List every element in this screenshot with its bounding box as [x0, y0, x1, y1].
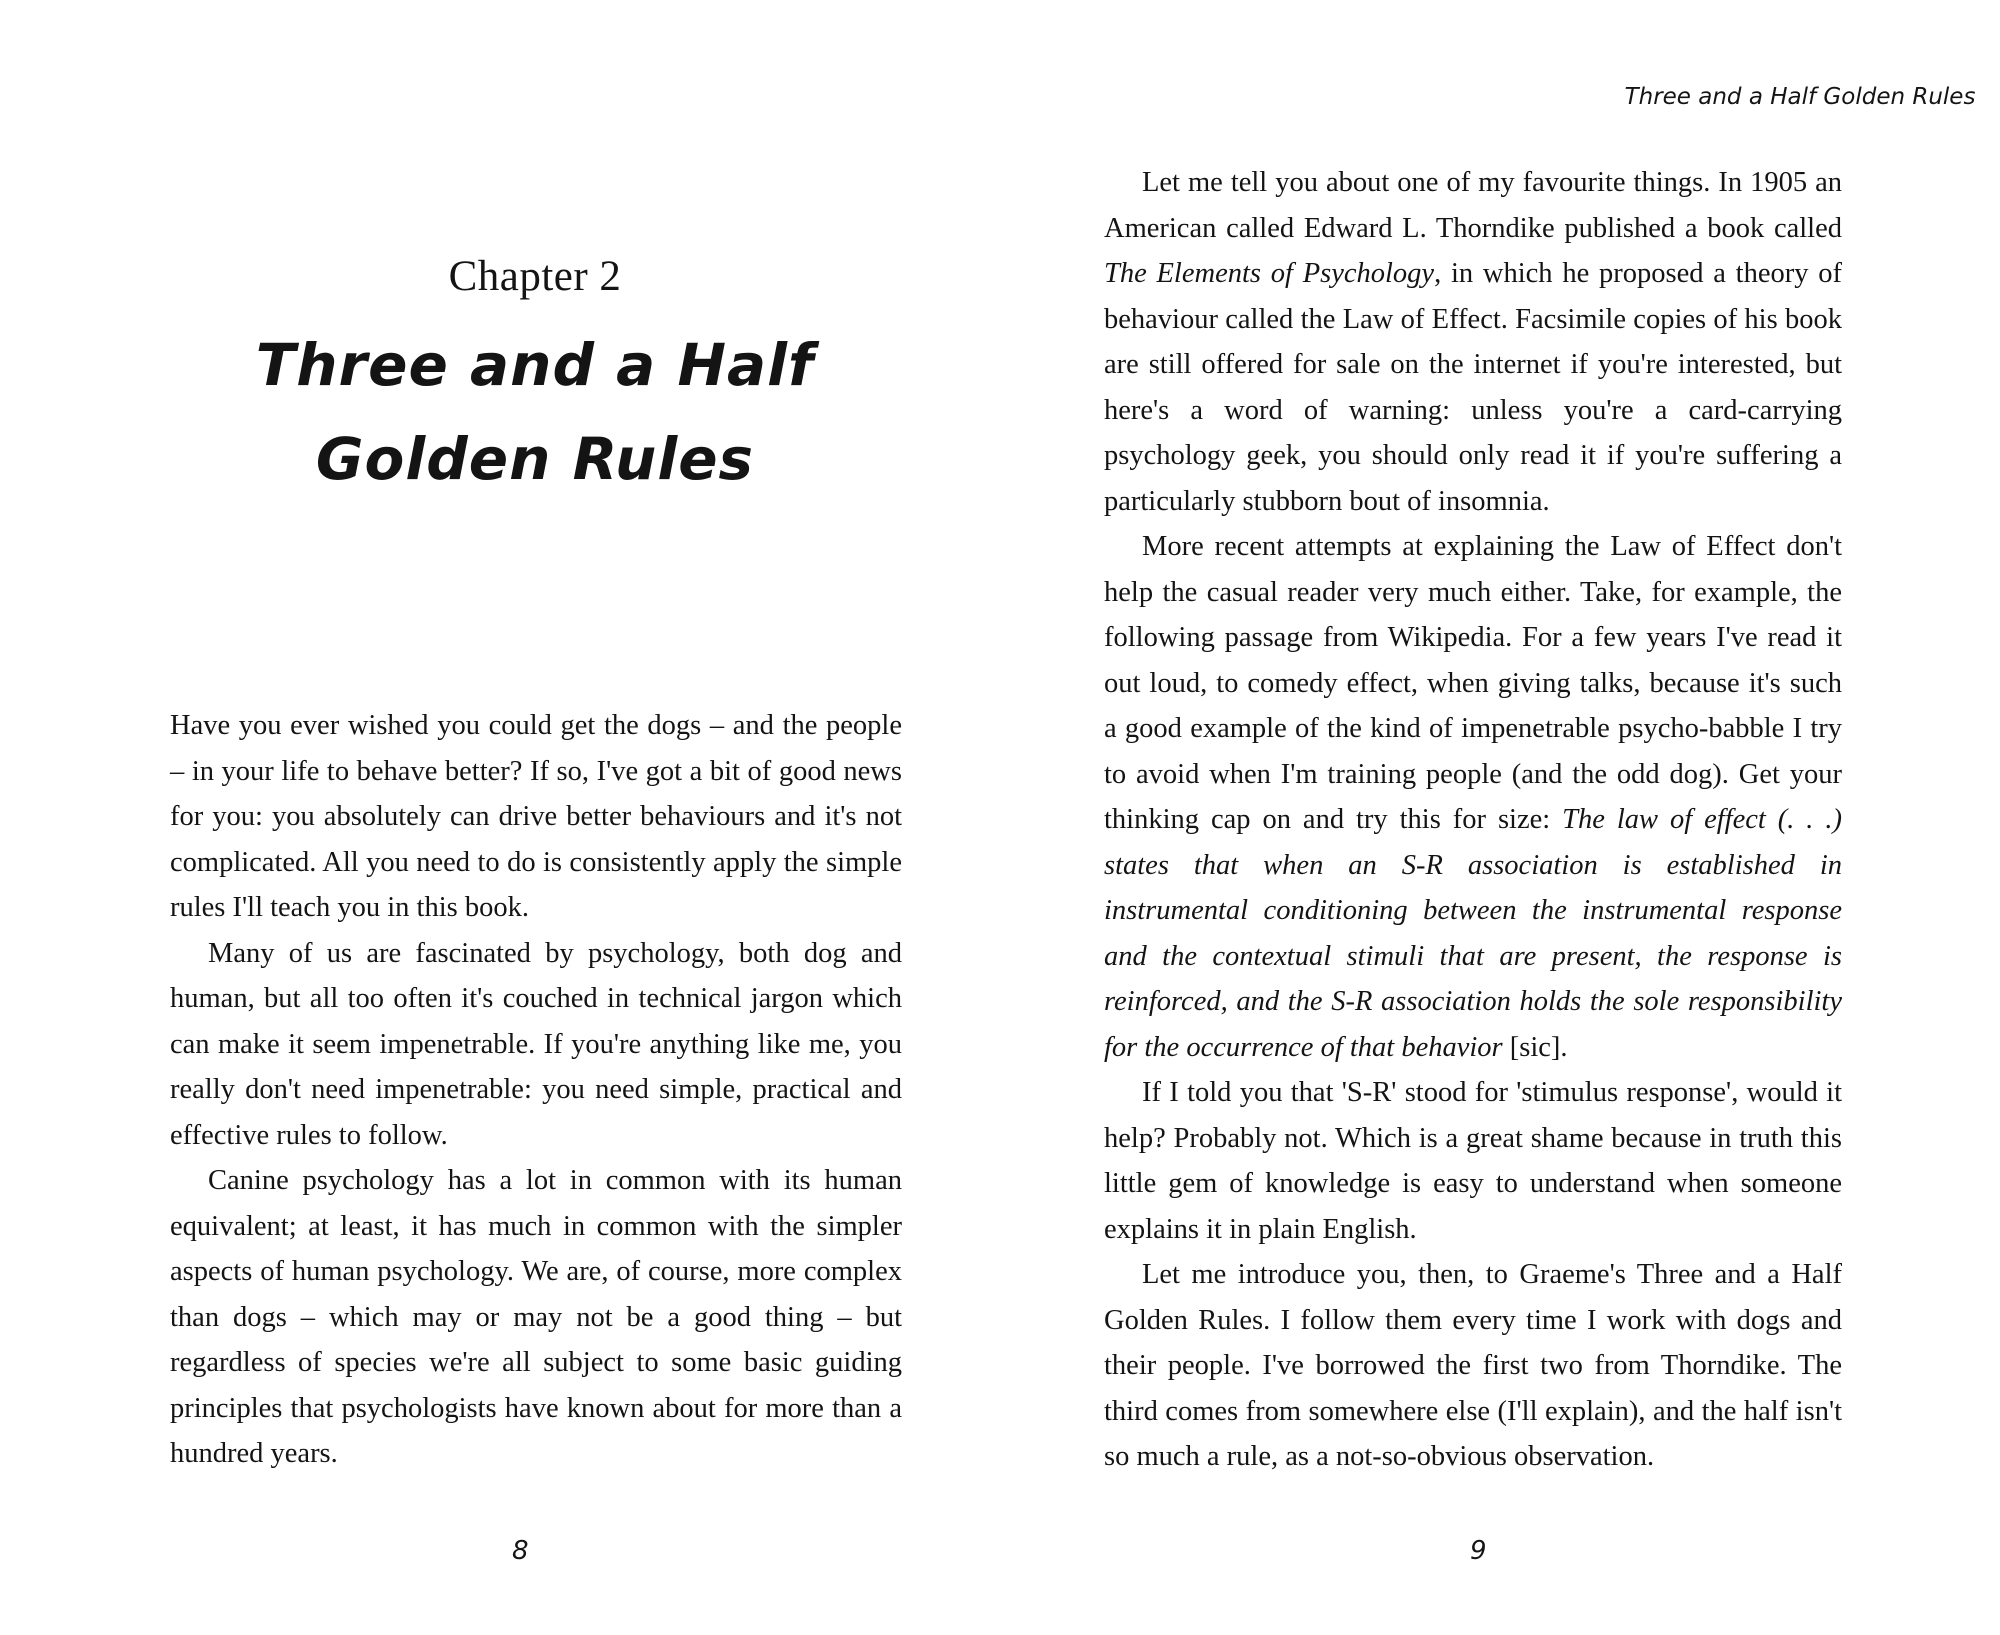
left-paragraph-2: Many of us are fascinated by psychology, both dog and human, but all too often it's couched in technical jargon which can make it seem impenetrable. If you're anything like me, you really don't need impenetrable: you need simple, practical and effective rules to follow.	[170, 937, 902, 1151]
right-paragraph-2	[1104, 524, 1842, 1070]
chapter-label: Chapter 2	[448, 253, 622, 300]
right-paragraph-1-end: , in which he proposed a theory of behaviour called the Law of Effect. Facsimile copies of his book are still offered for sale on the internet if you're interested, but here's a word of warning: unless you're a card-carrying psychology geek, you should only read it if you're suffering a particularly stubborn bout of insomnia.	[1104, 258, 1842, 517]
left-body-text	[170, 703, 902, 1477]
right-page	[1000, 0, 2000, 1635]
right-paragraph-3: If I told you that 'S-R' stood for 'stimulus response', would it help? Probably not. Which is a great shame because in truth this little gem of knowledge is easy to understand when someone explains it in plain English.	[1104, 1077, 1842, 1245]
wikipedia-quote: The law of effect (. . .) states that when an S-R association is established in instrumental conditioning between the instrumental response and the contextual stimuli that are present, the response is reinforced, and the S-R association holds the sole responsibility for the occurrence of that behavior	[1104, 804, 1842, 1063]
chapter-title-line-1: Three and a Half	[255, 331, 815, 399]
right-paragraph-2-start: More recent attempts at explaining the Law of Effect don't help the casual reader very much either. Take, for example, the following passage from Wikipedia. For a few years I've read it out loud, to comedy effect, when giving talks, because it's such a good example of the kind of impenetrable psycho-babble I try to avoid when I'm training people (and the odd dog). Get your thinking cap on and try this for size:	[1104, 531, 1842, 835]
page-number-right: 9	[1470, 1536, 1487, 1566]
page-number-left: 8	[512, 1536, 529, 1566]
chapter-title-line-2: Golden Rules	[315, 425, 755, 493]
right-paragraph-1-start: Let me tell you about one of my favourite things. In 1905 an American called Edward L. Thorndike published a book called	[1104, 167, 1842, 244]
right-paragraph-4: Let me introduce you, then, to Graeme's Three and a Half Golden Rules. I follow them every time I work with dogs and their people. I've borrowed the first two from Thorndike. The third comes from somewhere else (I'll explain), and the half isn't so much a rule, as a not-so-obvious observation.	[1104, 1259, 1842, 1472]
right-paragraph-1	[1104, 160, 1842, 524]
left-paragraph-3: Canine psychology has a lot in common with its human equivalent; at least, it has much in common with the simpler aspects of human psychology. We are, of course, more complex than dogs – which may or may not be a good thing – but regardless of species we're all subject to some basic guiding principles that psychologists have known about for more than a hundred years.	[170, 1165, 902, 1469]
book-title: The Elements of Psychology	[1104, 258, 1435, 289]
right-paragraph-2-end: [sic].	[1502, 1031, 1568, 1063]
running-head: Three and a Half Golden Rules	[1624, 84, 1976, 110]
right-body-text	[1104, 160, 1842, 1480]
left-paragraph-1: Have you ever wished you could get the dogs – and the people – in your life to behave better? If so, I've got a bit of good news for you: you absolutely can drive better behaviours and it's not complicated. All you need to do is consistently apply the simple rules I'll teach you in this book.	[170, 710, 902, 923]
chapter-title	[0, 318, 1070, 506]
